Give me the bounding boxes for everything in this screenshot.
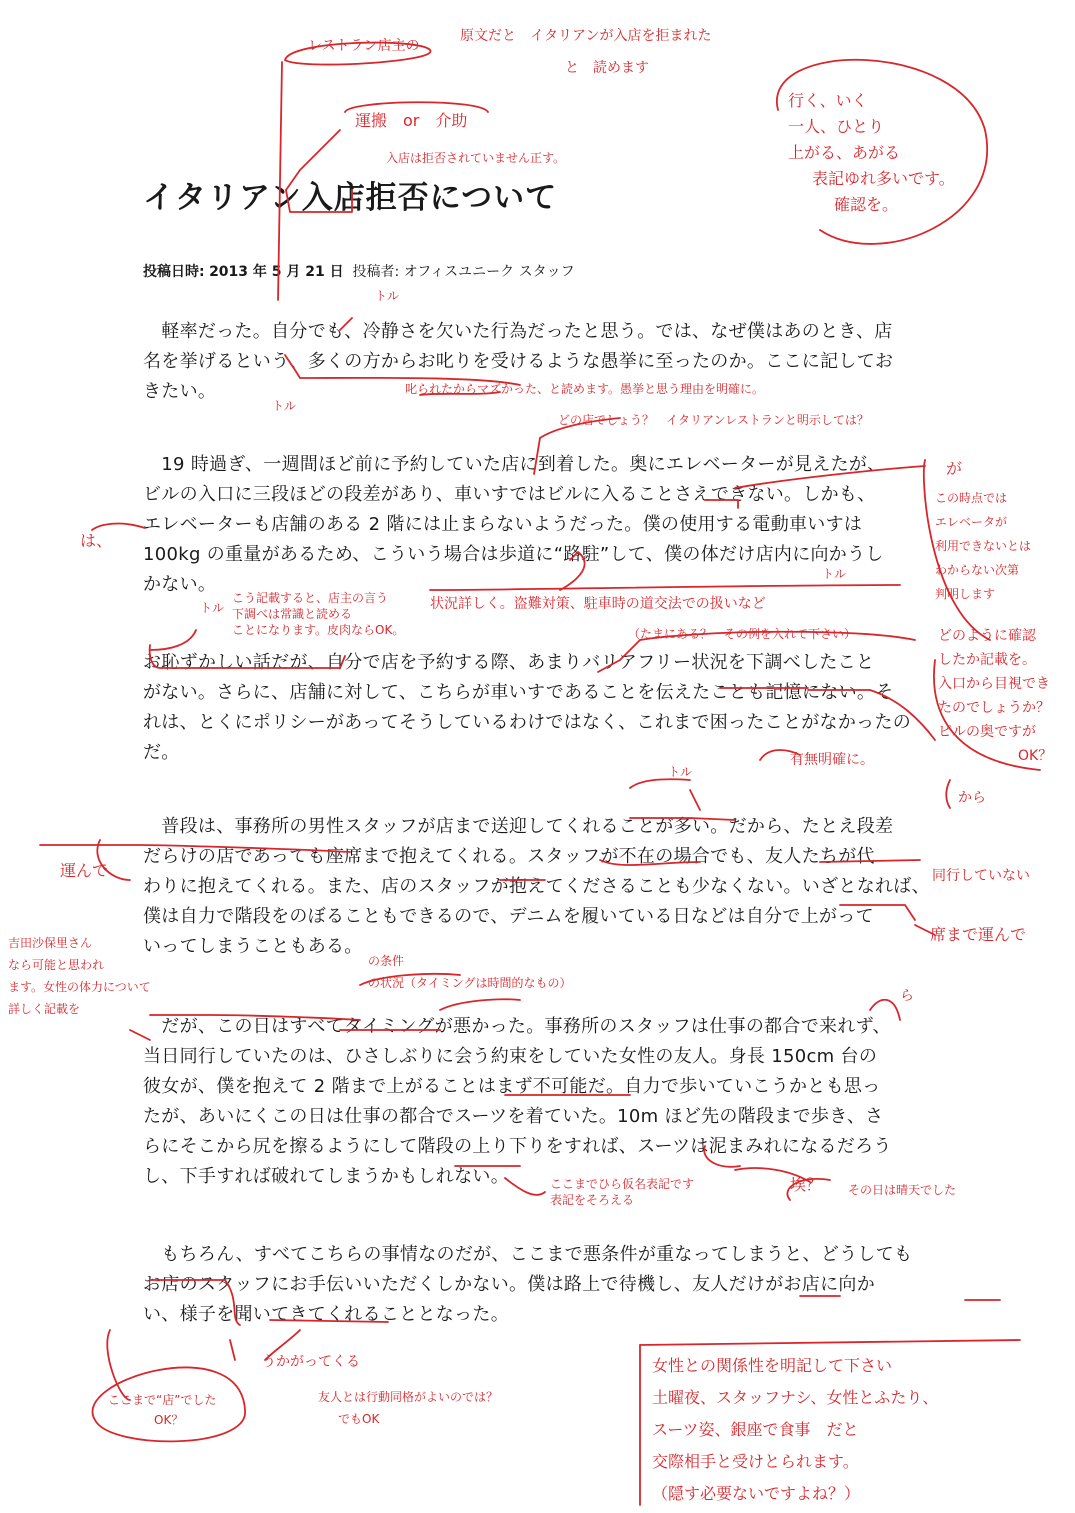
text-line: かない。	[143, 574, 217, 595]
note-line: OK？	[1018, 748, 1053, 764]
note-line: この時点では	[935, 491, 1008, 505]
annotation-relationship	[652, 1350, 938, 1510]
note-line: ことになります。皮肉ならOK。	[232, 623, 405, 637]
annotation-notation-circle	[788, 88, 955, 218]
annotation-delete: トル	[822, 567, 847, 581]
note-line: どのように確認	[938, 628, 1036, 644]
note-line: 詳しく記載を	[8, 1002, 81, 1016]
text-line: ビルの入口に三段ほどの段差があり、車いすではビルに入ることさえできない。しかも、	[143, 484, 876, 505]
note-line: 土曜夜、スタッフナシ、女性とふたり、	[652, 1388, 939, 1407]
annotation-original-reading-2: と 読めます	[565, 60, 649, 76]
annotation-ra: ら	[900, 988, 914, 1004]
text-line: らにそこから尻を擦るようにして階段の上り下りをすれば、スーツは泥まみれになるだろう	[143, 1136, 892, 1157]
text-line: 普段は、事務所の男性スタッフが店まで送迎してくれることが多い。だから、たとえ段差	[143, 816, 894, 837]
paragraph-6	[143, 1240, 943, 1330]
text-line: だが、この日はすべてタイミングが悪かった。事務所のスタッフは仕事の都合で来れず、	[143, 1016, 891, 1037]
annotation-shop-ok	[108, 1390, 216, 1430]
annotation-hiragana	[550, 1176, 694, 1208]
annotation-carry-to-seat: 席まで運んで	[930, 925, 1027, 944]
note-line: の状況（タイミングは時間的なもの）	[368, 976, 572, 990]
post-date: 2013 年 5 月 21 日	[209, 264, 344, 280]
text-line: 100kg の重量があるため、こういう場合は歩道に“路駐”して、僕の体だけ店内に向かうし	[143, 544, 884, 565]
note-line: 一人、ひとり	[788, 117, 885, 136]
note-line: たのでしょうか？	[938, 700, 1050, 716]
note-line: 上がる、あがる	[788, 143, 901, 162]
annotation-delete: トル	[272, 399, 297, 413]
note-line: 表記ゆれ多いです。	[812, 169, 955, 188]
text-line: 当日同行していたのは、ひさしぶりに会う約束をしていた女性の友人。身長 150cm 台の	[143, 1046, 878, 1067]
author-label: 投稿者:	[352, 264, 400, 280]
note-line: 下調べは常識と読める	[232, 607, 353, 621]
annotation-conditions	[368, 950, 572, 994]
annotation-carry: 運んで	[60, 861, 109, 880]
note-line: 確認を。	[834, 195, 899, 214]
text-line: 軽率だった。自分でも、冷静さを欠いた行為だったと思う。では、なぜ僕はあのとき、店	[143, 321, 893, 342]
text-line: わりに抱えてくれる。また、店のスタッフが抱えてくださることも少なくない。いざとなれば、	[143, 876, 930, 897]
text-line: エレベーターも店舗のある 2 階には止まらないようだった。僕の使用する電動車いすは	[143, 514, 863, 535]
text-line: い、様子を聞いてきてくれることとなった。	[143, 1304, 509, 1325]
text-line: れは、とくにポリシーがあってそうしているわけではなく、これまで困ったことがなかったの	[143, 712, 912, 733]
note-line: こう記載すると、店主の言う	[232, 591, 389, 605]
text-line: だらけの店であっても座席まで抱えてくれる。スタッフが不在の場合でも、友人たちが代	[143, 846, 875, 867]
text-line: 名を挙げるという、多くの方からお叱りを受けるような愚挙に至ったのか。ここに記してお	[143, 351, 894, 372]
note-line: ここまでひら仮名表記です	[550, 1177, 695, 1191]
note-line: 女性との関係性を明記して下さい	[652, 1356, 893, 1375]
annotation-clarify: 有無明確に。	[790, 752, 874, 768]
note-line: 判明します	[935, 587, 996, 601]
annotation-dust: 埃？	[790, 1175, 823, 1194]
annotation-restaurant-owner: レストラン店主の	[308, 38, 420, 54]
annotation-kara: から	[958, 790, 986, 806]
annotation-ga: が	[946, 459, 963, 478]
note-line: 吉田沙保里さん	[8, 936, 93, 950]
text-line: 19 時過ぎ、一週間ほど前に予約していた店に到着した。奥にエレベーターが見えたが、	[143, 454, 886, 475]
text-line: お店のスタッフにお手伝いいただくしかない。僕は路上で待機し、友人だけがお店に向か	[143, 1274, 875, 1295]
annotation-sunny: その日は晴天でした	[848, 1183, 957, 1197]
note-line: ます。女性の体力について	[8, 980, 151, 994]
annotation-scolded: 叱られたからマズかった、と読めます。愚挙と思う理由を明確に。	[405, 382, 765, 396]
annotation-ukagatte: うかがってくる	[262, 1354, 360, 1370]
note-line: ここまで“店”でした	[108, 1393, 217, 1407]
text-line: きたい。	[143, 381, 217, 402]
note-line: わからない次第	[935, 563, 1020, 577]
note-line: スーツ姿、銀座で食事 だと	[652, 1420, 859, 1439]
note-line: 入口から目視でき	[938, 676, 1050, 692]
note-line: 行く、いく	[788, 91, 868, 110]
note-line: OK？	[154, 1413, 184, 1427]
text-line: もちろん、すべてこちらの事情なのだが、ここまで悪条件が重なってしまうと、どうしても	[143, 1244, 913, 1265]
note-line: 表記をそろえる	[550, 1193, 635, 1207]
annotation-occasionally: （たまにある？ その例を入れて下さい）	[628, 627, 857, 641]
annotation-which-shop: どの店でしょう？ イタリアンレストランと明示しては？	[558, 413, 869, 427]
text-line: 彼女が、僕を抱えて 2 階まで上がることはまず不可能だ。自力で歩いていこうかとも思っ	[143, 1076, 881, 1097]
article-title: イタリアン入店拒否について	[143, 180, 558, 216]
annotation-strength	[8, 932, 151, 1020]
annotation-friend	[318, 1386, 498, 1430]
text-line: いってしまうこともある。	[143, 936, 363, 957]
note-line: の条件	[368, 954, 405, 968]
paragraph-5	[143, 1012, 943, 1192]
text-line: だ。	[143, 742, 180, 763]
note-line: エレベータが	[935, 515, 1008, 529]
text-line: 僕は自力で階段をのぼることもできるので、デニムを履いている日などは自分で上がって	[143, 906, 874, 927]
annotation-original-reading: 原文だと イタリアンが入店を拒まれた	[460, 28, 712, 44]
text-line: がない。さらに、店舗に対して、こちらが車いすであることを伝えたことも記憶にない。そ	[143, 682, 894, 703]
note-line: したか記載を。	[938, 652, 1036, 668]
annotation-situation-detail: 状況詳しく。盗難対策、駐車時の道交法での扱いなど	[430, 596, 766, 612]
annotation-elevator	[935, 486, 1031, 606]
note-line: でもOK	[338, 1412, 380, 1426]
annotation-description-note	[232, 590, 404, 638]
text-line: お恥ずかしい話だが、自分で店を予約する際、あまりバリアフリー状況を下調べしたこと	[143, 652, 875, 673]
post-meta	[143, 261, 575, 281]
annotation-not-refused: 入店は拒否されていません正す。	[386, 151, 566, 165]
note-line: 交際相手と受けとられます。	[652, 1452, 859, 1471]
annotation-ha: は、	[80, 531, 113, 550]
note-line: 友人とは行動同格がよいのでは？	[318, 1390, 499, 1404]
annotation-transport-or-assist: 運搬 or 介助	[355, 111, 468, 130]
note-line: 利用できないとは	[935, 539, 1032, 553]
annotation-not-accompanied: 同行していない	[932, 868, 1030, 884]
annotation-delete: トル	[375, 289, 400, 303]
note-line: （隠す必要ないですよね？）	[652, 1484, 861, 1503]
annotation-delete: トル	[668, 765, 693, 779]
text-line: し、下手すれば破れてしまうかもしれない。	[143, 1166, 509, 1187]
annotation-how-checked	[938, 624, 1052, 768]
note-line: ビルの奥ですが	[938, 724, 1036, 740]
author-name: オフィスユニーク スタッフ	[403, 264, 575, 280]
annotation-delete: トル	[200, 601, 225, 615]
text-line: たが、あいにくこの日は仕事の都合でスーツを着ていた。10m ほど先の階段まで歩き、さ	[143, 1106, 884, 1127]
date-label: 投稿日時:	[143, 264, 205, 280]
paragraph-4	[143, 812, 943, 962]
note-line: なら可能と思われ	[8, 958, 105, 972]
